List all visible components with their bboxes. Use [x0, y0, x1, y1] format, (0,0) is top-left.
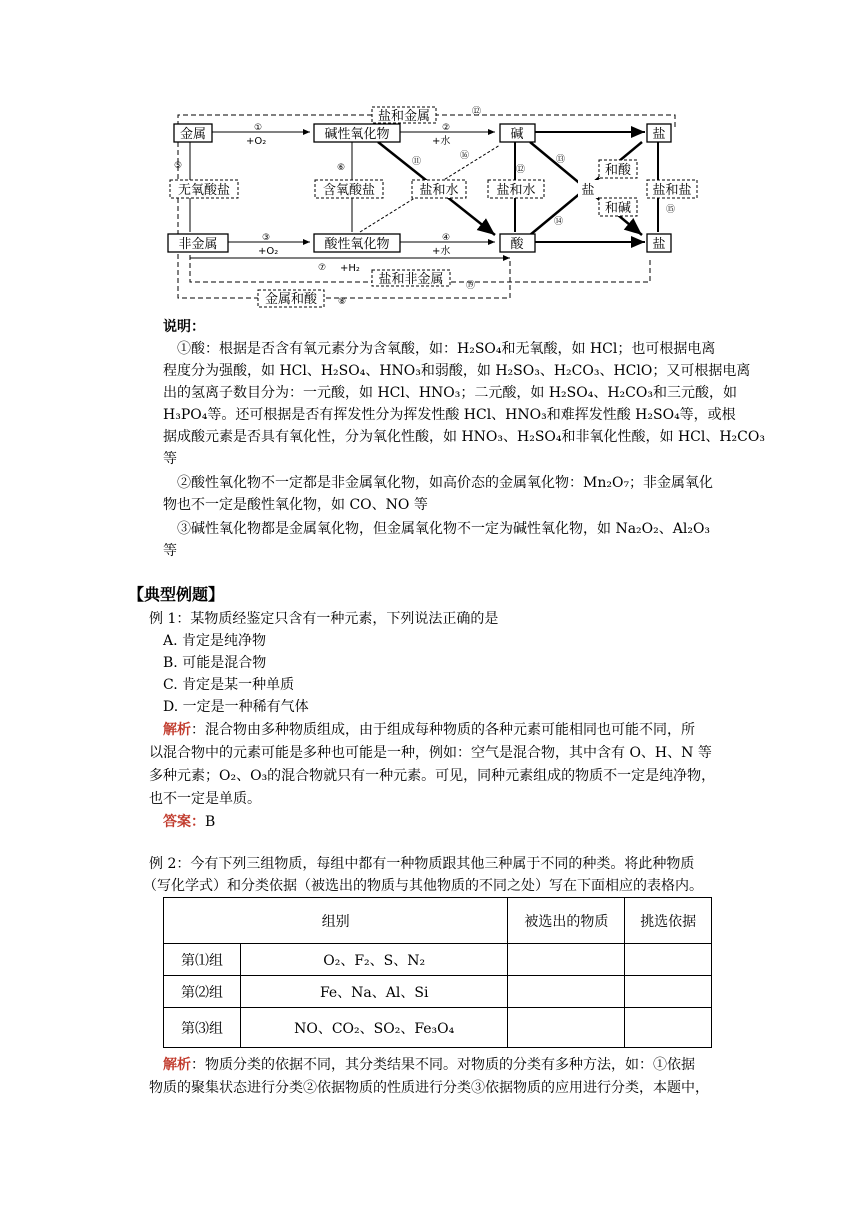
label-salt-and-nonmetal: 盐和非金属 [378, 272, 444, 287]
notes-title: 说明： [163, 319, 205, 335]
example-1-analysis-line-2: 以混合物中的元素可能是多种也可能是一种，例如：空气是混合物，其中含有 O、H、N 等 [149, 745, 712, 761]
circle-19: ⑲ [466, 281, 476, 291]
table-row [164, 1008, 712, 1048]
circle-11: ⑪ [412, 157, 422, 167]
example-1-question: 例 1：某物质经鉴定只含有一种元素，下列说法正确的是 [149, 611, 499, 627]
label-metal-and-acid: 金属和酸 [264, 292, 318, 307]
table-cell-selected[interactable] [508, 976, 625, 1008]
example-1-option-b: B. 可能是混合物 [163, 655, 267, 671]
node-base: 碱 [510, 127, 524, 142]
section-heading: 【典型例题】 [128, 585, 225, 604]
label-h2: +H₂ [340, 263, 360, 274]
example-1-analysis-line-4: 也不一定是单质。 [149, 791, 261, 807]
circle-16: ⑯ [460, 151, 470, 161]
circle-15: ⑮ [666, 205, 676, 215]
example-1-analysis-text: ：混合物由多种物质组成，由于组成每种物质的各种元素可能相同也可能不同，所 [191, 722, 695, 738]
note-1-line-3: 出的氢离子数目分为：一元酸，如 HCl、HNO₃；二元酸，如 H₂SO₄、H₂CO₃和三元酸，如 [163, 385, 737, 401]
label-salt-and-salt: 盐和盐 [652, 183, 692, 198]
node-metal: 金属 [179, 127, 207, 142]
acid-base-salt-relationship-diagram [150, 100, 710, 315]
node-acid: 酸 [510, 237, 524, 252]
circle-3: ③ [262, 233, 271, 243]
label-salt-and-water-2: 盐和水 [496, 183, 536, 198]
note-2-line-2: 物也不一定是酸性氧化物，如 CO、NO 等 [163, 497, 428, 513]
label-and-base: 和碱 [604, 201, 632, 216]
circle-13: ⑬ [556, 155, 566, 165]
table-cell-basis[interactable] [625, 944, 712, 976]
table-cell-items: O₂、F₂、S、N₂ [241, 944, 508, 976]
note-1-line-1: ①酸：根据是否含有氧元素分为含氧酸，如：H₂SO₄和无氧酸，如 HCl；也可根据电离 [177, 341, 716, 357]
example-1-answer-value: B [205, 814, 216, 830]
node-nonmetal: 非金属 [178, 237, 218, 252]
circle-8: ⑧ [338, 297, 347, 307]
label-anoxic-salt: 无氧酸盐 [177, 183, 231, 198]
note-1-line-4: H₃PO₄等。还可根据是否有挥发性分为挥发性酸 HCl、HNO₃和难挥发性酸 H₂SO₄等，或根 [163, 407, 736, 423]
label-salt-and-water-1: 盐和水 [419, 183, 459, 198]
circle-14: ⑭ [554, 217, 564, 227]
table-cell-selected[interactable] [508, 1008, 625, 1048]
example-2-table [163, 897, 712, 1048]
example-1-answer-label: 答案： [163, 814, 205, 830]
table-cell-basis[interactable] [625, 1008, 712, 1048]
circle-4: ④ [442, 233, 451, 243]
table-cell-group: 第⑵组 [164, 976, 241, 1008]
example-2-analysis-line-1 [163, 1054, 695, 1076]
label-o2-a: +O₂ [246, 136, 267, 147]
table-cell-items: Fe、Na、Al、Si [241, 976, 508, 1008]
label-water-b: +水 [432, 246, 451, 257]
table-cell-basis[interactable] [625, 976, 712, 1008]
label-water-a: +水 [432, 136, 451, 147]
label-salt-and-metal: 盐和金属 [377, 109, 431, 124]
table-cell-group: 第⑶组 [164, 1008, 241, 1048]
circle-5: ⑤ [174, 161, 183, 171]
note-3-line-2: 等 [163, 543, 177, 559]
note-1-line-5: 据成酸元素是否具有氧化性，分为氧化性酸，如 HNO₃、H₂SO₄和非氧化性酸，如 HCl、H₂CO₃ [163, 429, 765, 445]
note-3-line-1: ③碱性氧化物都是金属氧化物，但金属氧化物不一定为碱性氧化物，如 Na₂O₂、Al₂O₃ [177, 521, 711, 537]
table-header-group: 组别 [164, 898, 508, 944]
circle-12: ⑫ [516, 165, 526, 175]
table-cell-selected[interactable] [508, 944, 625, 976]
example-2-analysis-text: ：物质分类的依据不同，其分类结果不同。对物质的分类有多种方法，如：①依据 [191, 1057, 695, 1073]
example-2-question-line-1: 例 2：今有下列三组物质，每组中都有一种物质跟其他三种属于不同的种类。将此种物质 [149, 856, 695, 872]
circle-6: ⑥ [337, 163, 346, 173]
example-1-analysis-label: 解析 [163, 722, 191, 738]
table-cell-items: NO、CO₂、SO₂、Fe₃O₄ [241, 1008, 508, 1048]
circle-12-top: ⑫ [472, 107, 482, 117]
example-1-option-a: A. 肯定是纯净物 [163, 633, 267, 649]
table-header-selected: 被选出的物质 [508, 898, 625, 944]
label-oxy-salt: 含氧酸盐 [322, 183, 376, 198]
example-1-option-c: C. 肯定是某一种单质 [163, 677, 295, 693]
label-and-acid: 和酸 [604, 163, 632, 178]
note-1-line-2: 程度分为强酸，如 HCl、H₂SO₄、HNO₃和弱酸，如 H₂SO₃、H₂CO₃、HClO；又可根据电离 [163, 363, 751, 379]
label-o2-b: +O₂ [258, 246, 279, 257]
example-1-answer [163, 811, 215, 833]
note-2-line-1: ②酸性氧化物不一定都是非金属氧化物，如高价态的金属氧化物：Mn₂O₇；非金属氧化 [177, 475, 714, 491]
example-2-question-line-2: （写化学式）和分类依据（被选出的物质与其他物质的不同之处）写在下面相应的表格内。 [143, 878, 703, 894]
label-salt-mid: 盐 [581, 183, 595, 198]
table-cell-group: 第⑴组 [164, 944, 241, 976]
example-1-analysis-line-1 [163, 719, 695, 741]
circle-2: ② [442, 123, 451, 133]
table-row [164, 976, 712, 1008]
table-header-basis: 挑选依据 [625, 898, 712, 944]
example-2-analysis-line-2: 物质的聚集状态进行分类②依据物质的性质进行分类③依据物质的应用进行分类，本题中， [149, 1080, 709, 1096]
node-salt-bottom: 盐 [652, 237, 666, 252]
example-1-analysis-line-3: 多种元素；O₂、O₃的混合物就只有一种元素。可见，同种元素组成的物质不一定是纯净物， [149, 768, 716, 784]
node-salt-top: 盐 [652, 127, 666, 142]
example-2-analysis-label: 解析 [163, 1057, 191, 1073]
node-acidic-oxide: 酸性氧化物 [324, 237, 390, 252]
node-basic-oxide: 碱性氧化物 [324, 127, 390, 142]
circle-7: ⑦ [318, 263, 327, 273]
note-1-line-6: 等 [163, 451, 177, 467]
example-1-option-d: D. 一定是一种稀有气体 [163, 699, 309, 715]
circle-1: ① [254, 123, 263, 133]
table-row [164, 944, 712, 976]
